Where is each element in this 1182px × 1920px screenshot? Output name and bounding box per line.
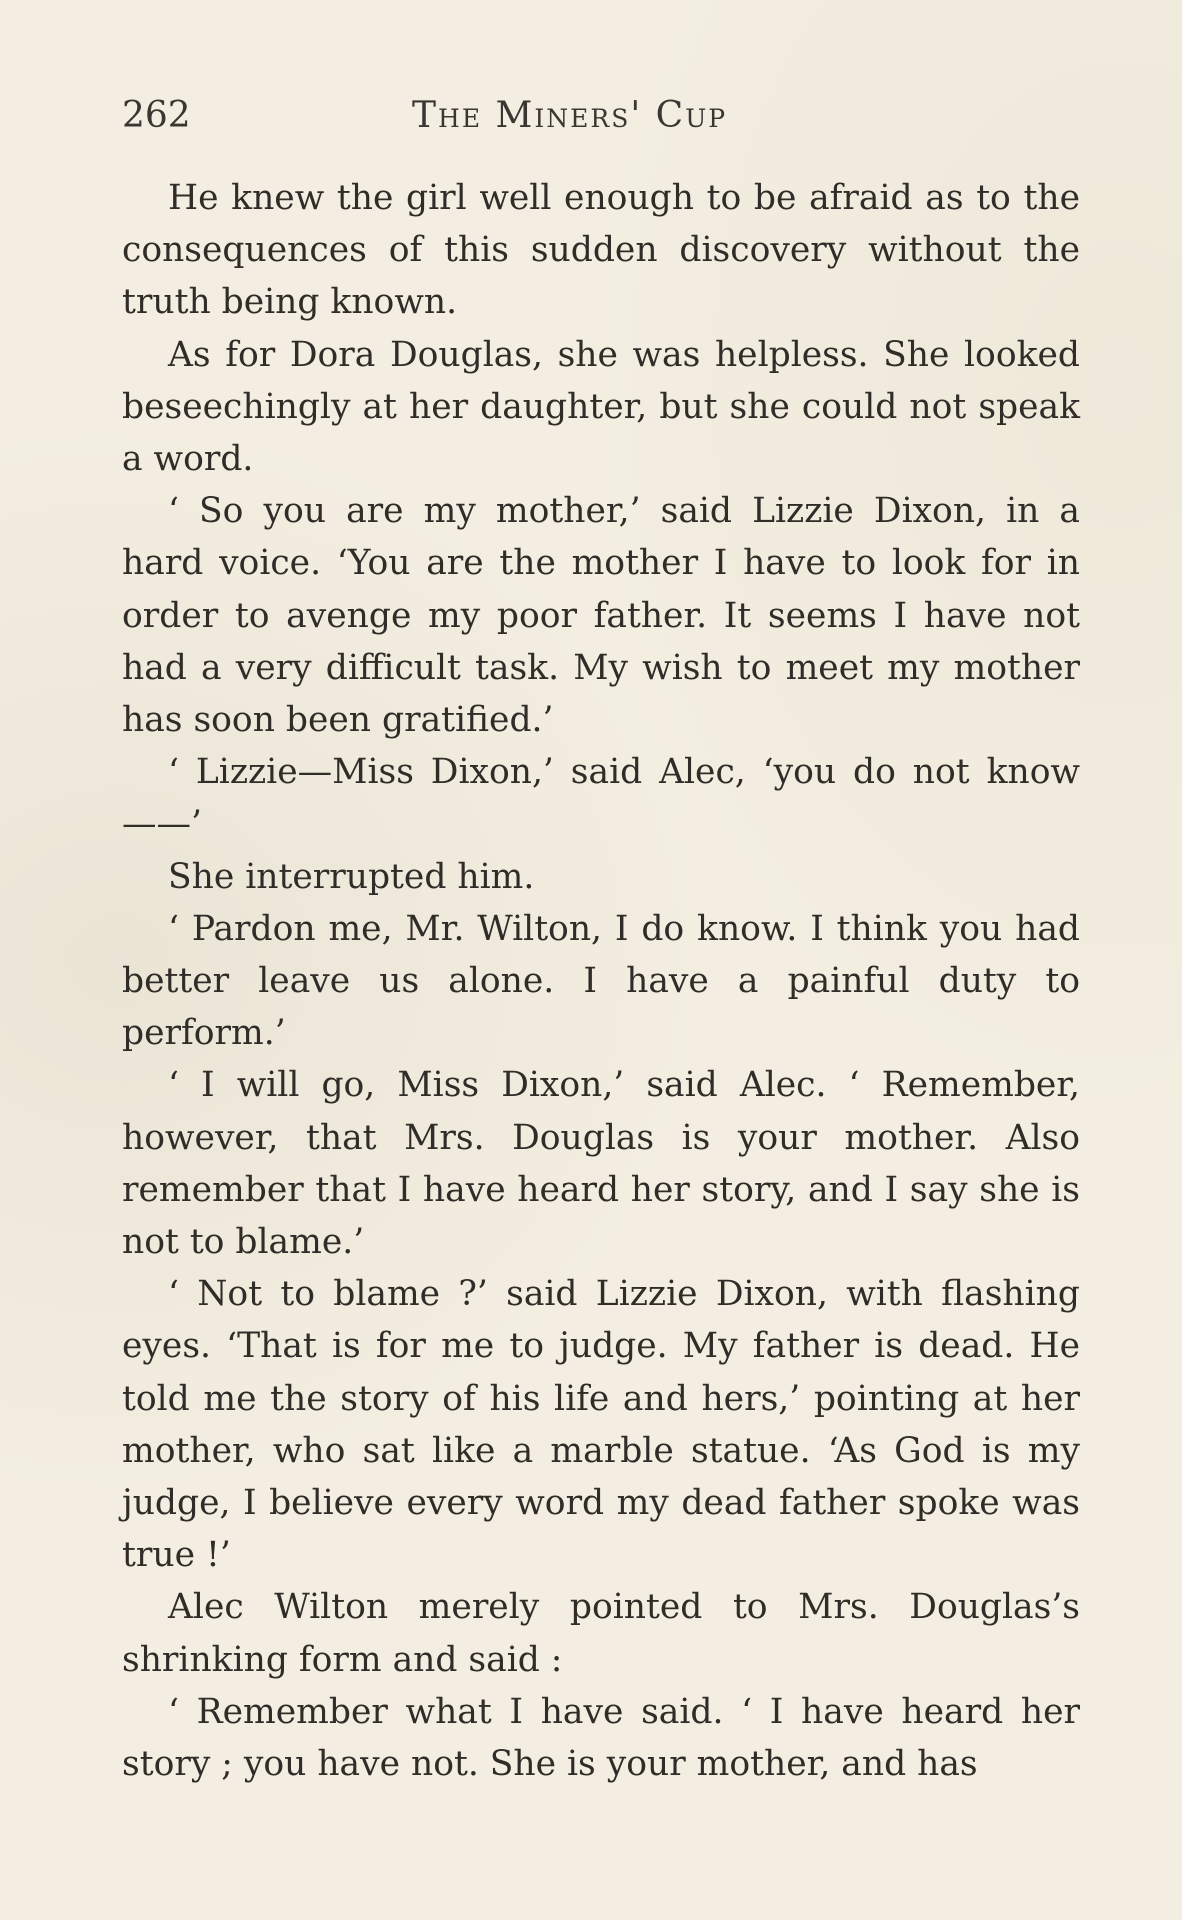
paragraph: She interrupted him.: [168, 856, 535, 897]
paragraph: He knew the girl well enough to be afraid as to the consequences of this sudden discovery without the truth being known.: [122, 178, 1080, 323]
paragraph: ‘ Lizzie—Miss Dixon,’ said Alec, ‘you do not know——’: [122, 752, 1080, 845]
running-title: The Miners' Cup: [412, 95, 728, 136]
page-header: [122, 95, 1077, 145]
paragraph: ‘ I will go, Miss Dixon,’ said Alec. ‘ Remember, however, that Mrs. Douglas is your mother. Also remember that I have heard her story, and I say she is not to blame.’: [122, 1065, 1080, 1263]
paragraph: ‘ Pardon me, Mr. Wilton, I do know. I think you had better leave us alone. I have a painful duty to perform.’: [122, 908, 1080, 1054]
paragraph: As for Dora Douglas, she was helpless. She looked beseechingly at her daughter, but she could not speak a word.: [122, 334, 1080, 480]
page-number: 262: [122, 95, 191, 136]
body-text: [122, 172, 1080, 1790]
paragraph: ‘ Remember what I have said. ‘ I have heard her story ; you have not. She is your mother, and has: [122, 1691, 1080, 1785]
paragraph: ‘ So you are my mother,’ said Lizzie Dixon, in a hard voice. ‘You are the mother I have to look for in order to avenge my poor father. It seems I have not had a very difficult task. My wish to meet my mother has soon been gratified.’: [122, 491, 1080, 741]
paragraph: Alec Wilton merely pointed to Mrs. Douglas’s shrinking form and said :: [122, 1587, 1080, 1680]
paragraph: ‘ Not to blame ?’ said Lizzie Dixon, with flashing eyes. ‘That is for me to judge. My father is dead. He told me the story of his life and hers,’ pointing at her mother, who sat like a marble statue. ‘As God is my judge, I believe every word my dead father spoke was true !’: [122, 1274, 1080, 1576]
